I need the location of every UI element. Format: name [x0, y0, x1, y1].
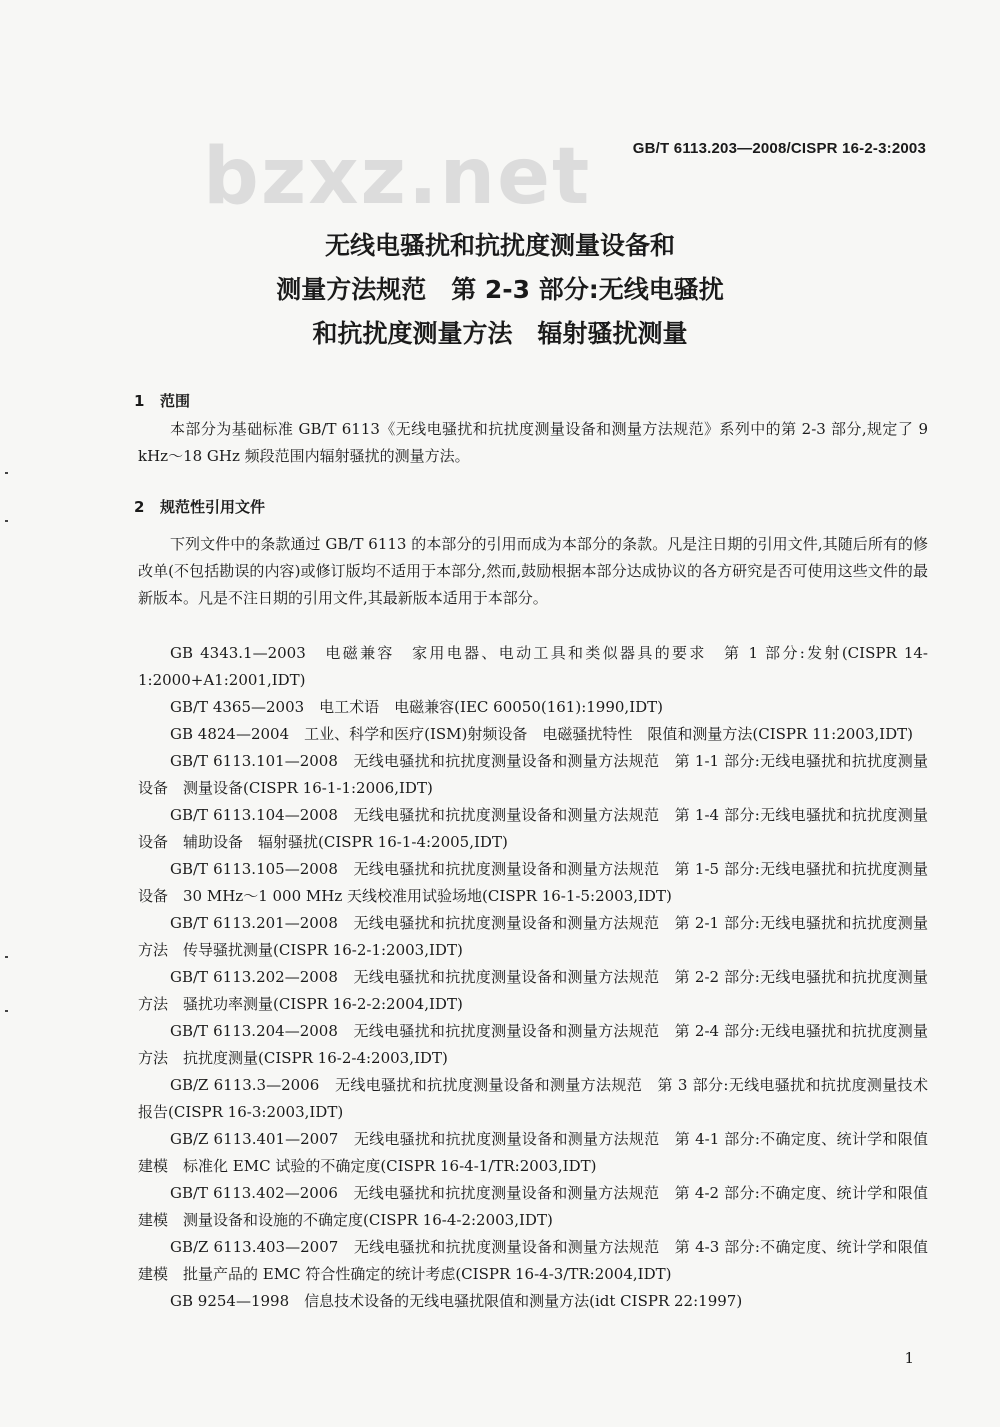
section-title: 范围: [160, 392, 191, 410]
section-heading-scope: [134, 390, 190, 411]
reference-item: GB 4824—2004 工业、科学和医疗(ISM)射频设备 电磁骚扰特性 限值和测量方法(CISPR 11:2003,IDT): [170, 725, 913, 743]
scan-edge-mark: [5, 472, 8, 474]
title-line: 无线电骚扰和抗扰度测量设备和: [324, 231, 675, 260]
reference-item: GB/Z 6113.401—2007 无线电骚扰和抗扰度测量设备和测量方法规范 第 4-1 部分:不确定度、统计学和限值建模 标准化 EMC 试验的不确定度(CISPR 16-4-1/TR:2003,IDT): [138, 1130, 928, 1175]
standard-code: GB/T 6113.203—2008/CISPR 16-2-3:2003: [632, 140, 926, 157]
section-number: 1: [134, 392, 145, 410]
reference-item: GB/T 4365—2003 电工术语 电磁兼容(IEC 60050(161):1990,IDT): [170, 698, 664, 716]
references-intro-paragraph: 下列文件中的条款通过 GB/T 6113 的本部分的引用而成为本部分的条款。凡是注日期的引用文件,其随后所有的修改单(不包括勘误的内容)或修订版均不适用于本部分,然而,鼓励根据本部分达成协议的各方研究是否可使用这些文件的最新版本。凡是不注日期的引用文件,其最新版本适用于本部分。: [138, 535, 928, 607]
watermark: bzxz.net: [203, 132, 592, 222]
reference-item: GB/T 6113.204—2008 无线电骚扰和抗扰度测量设备和测量方法规范 第 2-4 部分:无线电骚扰和抗扰度测量方法 抗扰度测量(CISPR 16-2-4:2003,IDT): [138, 1022, 928, 1067]
reference-item: GB/Z 6113.403—2007 无线电骚扰和抗扰度测量设备和测量方法规范 第 4-3 部分:不确定度、统计学和限值建模 批量产品的 EMC 符合性确定的统计考虑(CISPR 16-4-3/TR:2004,IDT): [138, 1238, 928, 1283]
title-line: 和抗扰度测量方法 辐射骚扰测量: [312, 319, 688, 348]
document-title: [0, 224, 1000, 356]
section-number: 2: [134, 498, 145, 516]
reference-item: GB 9254—1998 信息技术设备的无线电骚扰限值和测量方法(idt CISPR 22:1997): [170, 1292, 743, 1310]
reference-item: GB/T 6113.104—2008 无线电骚扰和抗扰度测量设备和测量方法规范 第 1-4 部分:无线电骚扰和抗扰度测量设备 辅助设备 辐射骚扰(CISPR 16-1-4:2005,IDT): [138, 806, 928, 851]
scan-edge-mark: [5, 956, 8, 958]
scope-paragraph: 本部分为基础标准 GB/T 6113《无线电骚扰和抗扰度测量设备和测量方法规范》系列中的第 2-3 部分,规定了 9 kHz～18 GHz 频段范围内辐射骚扰的测量方法。: [138, 420, 928, 465]
scan-edge-mark: [5, 1010, 8, 1012]
scan-edge-mark: [5, 520, 8, 522]
reference-item: GB 4343.1—2003 电磁兼容 家用电器、电动工具和类似器具的要求 第 1 部分:发射(CISPR 14-1:2000+A1:2001,IDT): [138, 644, 928, 689]
reference-item: GB/Z 6113.3—2006 无线电骚扰和抗扰度测量设备和测量方法规范 第 3 部分:无线电骚扰和抗扰度测量技术报告(CISPR 16-3:2003,IDT): [138, 1076, 928, 1121]
reference-item: GB/T 6113.402—2006 无线电骚扰和抗扰度测量设备和测量方法规范 第 4-2 部分:不确定度、统计学和限值建模 测量设备和设施的不确定度(CISPR 16-4-2:2003,IDT): [138, 1184, 928, 1229]
section-title: 规范性引用文件: [160, 498, 266, 516]
reference-item: GB/T 6113.105—2008 无线电骚扰和抗扰度测量设备和测量方法规范 第 1-5 部分:无线电骚扰和抗扰度测量设备 30 MHz～1 000 MHz 天线校准用试验场地(CISPR 16-1-5:2003,IDT): [138, 860, 928, 905]
section-heading-normative-references: [134, 496, 265, 517]
page-number: 1: [904, 1349, 914, 1367]
title-line: 测量方法规范 第 2-3 部分:无线电骚扰: [276, 275, 724, 304]
reference-item: GB/T 6113.202—2008 无线电骚扰和抗扰度测量设备和测量方法规范 第 2-2 部分:无线电骚扰和抗扰度测量方法 骚扰功率测量(CISPR 16-2-2:2004,IDT): [138, 968, 928, 1013]
reference-item: GB/T 6113.101—2008 无线电骚扰和抗扰度测量设备和测量方法规范 第 1-1 部分:无线电骚扰和抗扰度测量设备 测量设备(CISPR 16-1-1:2006,IDT): [138, 752, 928, 797]
reference-item: GB/T 6113.201—2008 无线电骚扰和抗扰度测量设备和测量方法规范 第 2-1 部分:无线电骚扰和抗扰度测量方法 传导骚扰测量(CISPR 16-2-1:2003,IDT): [138, 914, 928, 959]
reference-list: [138, 640, 928, 1315]
